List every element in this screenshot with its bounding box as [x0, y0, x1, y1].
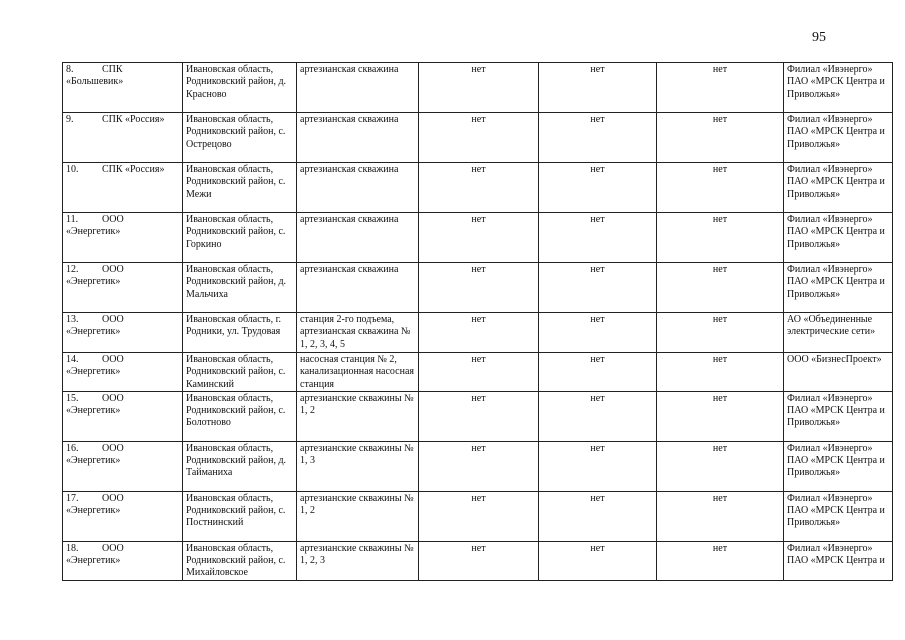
table-row: [63, 491, 893, 541]
cell-number-name: [63, 263, 183, 313]
cell-number-name: [63, 391, 183, 441]
cell-value-1: нет: [419, 491, 539, 541]
cell-value-1: нет: [419, 391, 539, 441]
row-number: 16.: [66, 442, 79, 454]
cell-grid-organization: Филиал «Ивэнерго» ПАО «МРСК Центра и Приволжья»: [784, 263, 893, 313]
cell-value-2: нет: [539, 353, 657, 392]
organization-name: ООО «Энергетик»: [66, 354, 124, 378]
table-row: [63, 263, 893, 313]
cell-value-3: нет: [657, 353, 784, 392]
organization-name: ООО «Энергетик»: [66, 214, 124, 238]
cell-value-3: нет: [657, 163, 784, 213]
cell-value-2: нет: [539, 491, 657, 541]
row-number: 9.: [66, 114, 74, 125]
cell-value-2: нет: [539, 313, 657, 353]
cell-object: насосная станция № 2, канализационная насосная станция: [297, 353, 419, 392]
cell-object: артезианская скважина: [297, 63, 419, 113]
row-number: 10.: [66, 164, 79, 175]
row-number: 13.: [66, 314, 79, 325]
cell-value-2: нет: [539, 263, 657, 313]
cell-object: артезианские скважины № 1, 2: [297, 491, 419, 541]
cell-value-2: нет: [539, 213, 657, 263]
cell-number-name: [63, 113, 183, 163]
row-number: 17.: [66, 492, 79, 504]
cell-grid-organization: Филиал «Ивэнерго» ПАО «МРСК Центра и Приволжья»: [784, 213, 893, 263]
cell-object: артезианская скважина: [297, 263, 419, 313]
cell-grid-organization: Филиал «Ивэнерго» ПАО «МРСК Центра и Приволжья»: [784, 113, 893, 163]
cell-value-3: нет: [657, 313, 784, 353]
cell-value-2: нет: [539, 63, 657, 113]
cell-value-1: нет: [419, 113, 539, 163]
cell-number-name: [63, 541, 183, 580]
cell-address: Ивановская область, Родниковский район, с. Михайловское: [183, 541, 297, 580]
table-row: [63, 163, 893, 213]
table-row: [63, 213, 893, 263]
cell-value-3: нет: [657, 263, 784, 313]
cell-grid-organization: Филиал «Ивэнерго» ПАО «МРСК Центра и Приволжья»: [784, 491, 893, 541]
cell-value-2: нет: [539, 113, 657, 163]
organization-name: ООО «Энергетик»: [66, 542, 124, 567]
organization-name: ООО «Энергетик»: [66, 442, 124, 467]
cell-address: Ивановская область, Родниковский район, д. Мальчиха: [183, 263, 297, 313]
cell-object: артезианская скважина: [297, 113, 419, 163]
cell-value-2: нет: [539, 391, 657, 441]
facilities-table: [62, 62, 893, 581]
cell-address: Ивановская область, Родниковский район, с. Каминский: [183, 353, 297, 392]
cell-address: Ивановская область, Родниковский район, д. Красново: [183, 63, 297, 113]
table-row: [63, 63, 893, 113]
table-row: [63, 541, 893, 580]
cell-value-1: нет: [419, 541, 539, 580]
organization-name: СПК «Россия»: [102, 164, 165, 175]
cell-grid-organization: Филиал «Ивэнерго» ПАО «МРСК Центра и Приволжья»: [784, 391, 893, 441]
cell-grid-organization: Филиал «Ивэнерго» ПАО «МРСК Центра и: [784, 541, 893, 580]
cell-value-2: нет: [539, 541, 657, 580]
organization-name: ООО «Энергетик»: [66, 264, 124, 288]
cell-value-2: нет: [539, 441, 657, 491]
cell-number-name: [63, 163, 183, 213]
table-row: [63, 113, 893, 163]
cell-value-3: нет: [657, 113, 784, 163]
cell-value-3: нет: [657, 63, 784, 113]
row-number: 15.: [66, 392, 79, 404]
cell-value-1: нет: [419, 263, 539, 313]
cell-object: станция 2-го подъема, артезианская скважина № 1, 2, 3, 4, 5: [297, 313, 419, 353]
cell-grid-organization: ООО «БизнесПроект»: [784, 353, 893, 392]
cell-address: Ивановская область, Родниковский район, с. Межи: [183, 163, 297, 213]
organization-name: СПК «Россия»: [102, 114, 165, 125]
cell-object: артезианская скважина: [297, 213, 419, 263]
cell-value-3: нет: [657, 491, 784, 541]
cell-object: артезианские скважины № 1, 2: [297, 391, 419, 441]
cell-grid-organization: Филиал «Ивэнерго» ПАО «МРСК Центра и Приволжья»: [784, 163, 893, 213]
cell-object: артезианская скважина: [297, 163, 419, 213]
cell-grid-organization: АО «Объединенные электрические сети»: [784, 313, 893, 353]
table-row: [63, 441, 893, 491]
cell-address: Ивановская область, г. Родники, ул. Трудовая: [183, 313, 297, 353]
cell-grid-organization: Филиал «Ивэнерго» ПАО «МРСК Центра и Приволжья»: [784, 441, 893, 491]
row-number: 8.: [66, 64, 74, 75]
row-number: 18.: [66, 542, 79, 554]
cell-address: Ивановская область, Родниковский район, с. Горкино: [183, 213, 297, 263]
cell-value-1: нет: [419, 213, 539, 263]
cell-value-3: нет: [657, 541, 784, 580]
cell-address: Ивановская область, Родниковский район, с. Острецово: [183, 113, 297, 163]
cell-grid-organization: Филиал «Ивэнерго» ПАО «МРСК Центра и Приволжья»: [784, 63, 893, 113]
row-number: 11.: [66, 214, 79, 225]
organization-name: ООО «Энергетик»: [66, 492, 124, 517]
cell-object: артезианские скважины № 1, 3: [297, 441, 419, 491]
cell-number-name: [63, 441, 183, 491]
cell-address: Ивановская область, Родниковский район, с. Постнинский: [183, 491, 297, 541]
table-row: [63, 353, 893, 392]
page-number: 95: [812, 30, 826, 45]
cell-number-name: [63, 353, 183, 392]
cell-number-name: [63, 313, 183, 353]
cell-value-1: нет: [419, 353, 539, 392]
cell-value-2: нет: [539, 163, 657, 213]
cell-number-name: [63, 213, 183, 263]
table-row: [63, 391, 893, 441]
row-number: 12.: [66, 264, 79, 275]
table-row: [63, 313, 893, 353]
organization-name: ООО «Энергетик»: [66, 314, 124, 338]
cell-value-1: нет: [419, 313, 539, 353]
organization-name: ООО «Энергетик»: [66, 392, 124, 417]
cell-value-1: нет: [419, 163, 539, 213]
organization-name: СПК «Большевик»: [66, 64, 124, 88]
cell-value-1: нет: [419, 63, 539, 113]
cell-number-name: [63, 491, 183, 541]
cell-value-3: нет: [657, 213, 784, 263]
cell-value-3: нет: [657, 391, 784, 441]
cell-number-name: [63, 63, 183, 113]
cell-value-1: нет: [419, 441, 539, 491]
cell-value-3: нет: [657, 441, 784, 491]
cell-address: Ивановская область, Родниковский район, д. Тайманиха: [183, 441, 297, 491]
cell-object: артезианские скважины № 1, 2, 3: [297, 541, 419, 580]
row-number: 14.: [66, 354, 79, 365]
cell-address: Ивановская область, Родниковский район, с. Болотново: [183, 391, 297, 441]
